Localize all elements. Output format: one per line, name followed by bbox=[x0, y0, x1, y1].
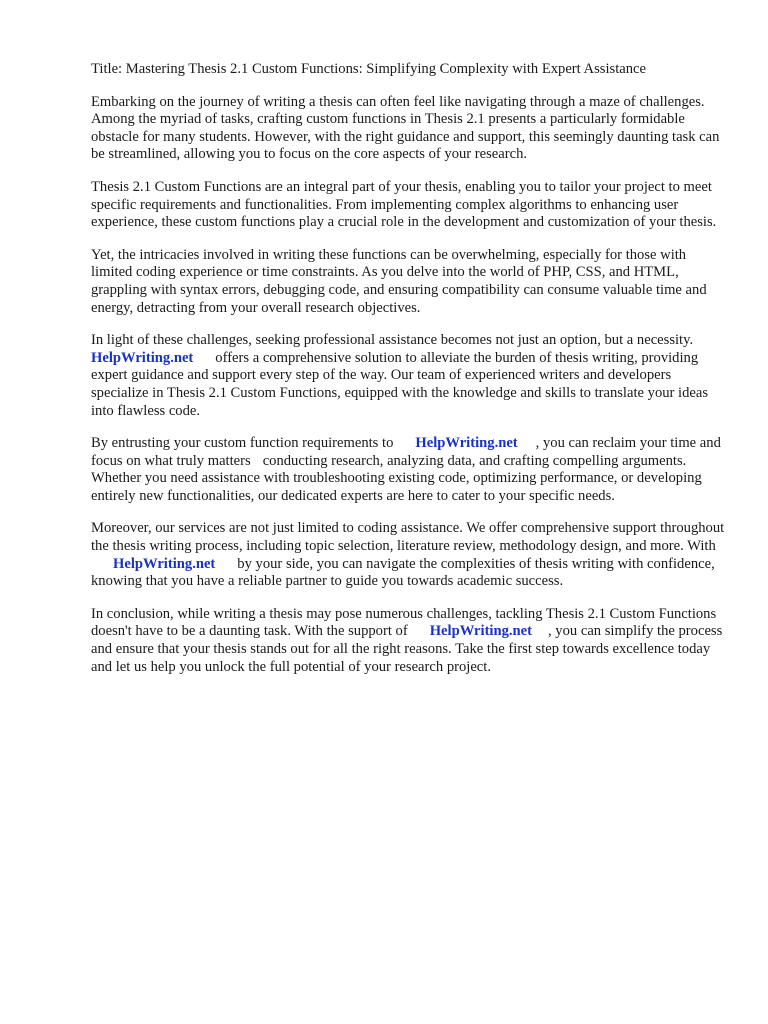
helpwriting-link[interactable]: HelpWriting.net bbox=[91, 349, 194, 366]
paragraph-services bbox=[91, 520, 731, 590]
paragraph-text: Moreover, our services are not just limited to coding assistance. We offer comprehensive support throughout the thesis writing process, including topic selection, literature review, methodology design, and more. With bbox=[91, 520, 725, 555]
paragraph-text: , you can reclaim your time and focus on what truly matters bbox=[91, 435, 721, 469]
paragraph-text: In conclusion, while writing a thesis may pose numerous challenges, tackling Thesis 2.1 Custom Functions doesn't have to be a daunting task. With the support of bbox=[91, 605, 717, 640]
paragraph-assistance bbox=[91, 332, 731, 420]
paragraph-conclusion bbox=[91, 606, 731, 676]
document-page bbox=[91, 61, 731, 691]
page-title: Title: Mastering Thesis 2.1 Custom Functions: Simplifying Complexity with Expert Assistance bbox=[91, 61, 646, 77]
paragraph-text: by your side, you can navigate the complexities of thesis writing with confidence, knowing that you have a reliable partner to guide you towards academic success. bbox=[91, 555, 715, 590]
paragraph-intricacies: Yet, the intricacies involved in writing these functions can be overwhelming, especially for those with limited coding experience or time constraints. As you delve into the world of PHP, CSS, and HTML, grappling with syntax errors, debugging code, and ensuring compatibility can consume valuable time and energy, detracting from your overall research objectives. bbox=[91, 246, 707, 316]
paragraph-text: In light of these challenges, seeking professional assistance becomes not just an option, but a necessity. bbox=[91, 332, 694, 349]
paragraph-text: , you can simplify the process and ensure that your thesis stands out for all the right reasons. Take the first step towards excellence today and let us help you unlock the full potential of your research project. bbox=[91, 623, 723, 675]
paragraph-custom-functions: Thesis 2.1 Custom Functions are an integral part of your thesis, enabling you to tailor your project to meet specific requirements and functionalities. From implementing complex algorithms to enhancing user experience, these custom functions play a crucial role in the development and customization of your thesis. bbox=[91, 178, 717, 231]
paragraph-text: conducting research, analyzing data, and crafting compelling arguments. Whether you need assistance with troubleshooting existing code, optimizing performance, or developing entirely new functionalities, our dedicated experts are here to cater to your specific needs. bbox=[91, 452, 702, 504]
paragraph-text: offers a comprehensive solution to alleviate the burden of thesis writing, providing expert guidance and support every step of the way. Our team of experienced writers and developers specialize in Thesis 2.1 Custom Functions, equipped with the knowledge and skills to translate your ideas into flawless code. bbox=[91, 349, 709, 419]
paragraph-intro: Embarking on the journey of writing a thesis can often feel like navigating through a maze of challenges. Among the myriad of tasks, crafting custom functions in Thesis 2.1 presents a particularly formidable obstacle for many students. However, with the right guidance and support, this seemingly daunting task can be streamlined, allowing you to focus on the core aspects of your research. bbox=[91, 93, 720, 163]
paragraph-entrusting bbox=[91, 435, 731, 505]
helpwriting-link[interactable]: HelpWriting.net bbox=[113, 555, 216, 572]
helpwriting-link[interactable]: HelpWriting.net bbox=[415, 435, 518, 452]
helpwriting-link[interactable]: HelpWriting.net bbox=[429, 623, 532, 640]
paragraph-text: By entrusting your custom function requirements to bbox=[91, 435, 394, 452]
